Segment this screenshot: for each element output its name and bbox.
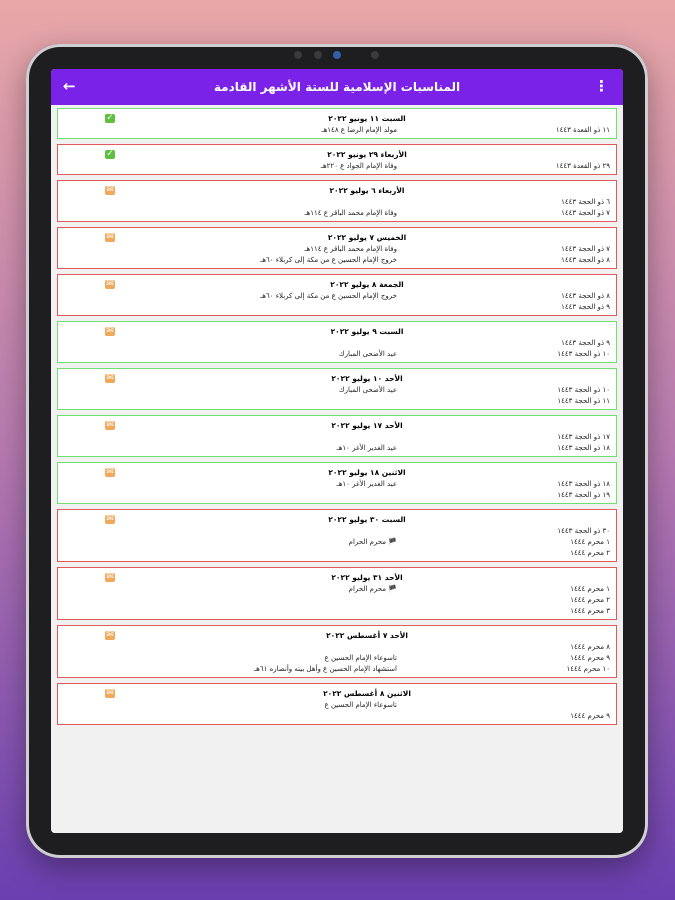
event-card[interactable] [57, 415, 617, 457]
event-name: وفاة الإمام محمد الباقر ع ١١٤هـ [304, 209, 397, 217]
event-name: تاسوعاء الإمام الحسين ع [324, 654, 397, 662]
event-name [397, 642, 542, 653]
hijri-date: ٩ ذو الحجة ١٤٤٣ [561, 339, 610, 347]
hijri-date: ٨ ذو الحجة ١٤٤٣ [561, 292, 610, 300]
front-camera [314, 51, 322, 59]
sensor-dot [371, 51, 379, 59]
event-name: عيد الغدير الأغر ١٠هـ [336, 444, 397, 452]
event-row [64, 291, 610, 302]
event-name [397, 432, 542, 443]
event-row [64, 700, 610, 711]
event-row [64, 537, 610, 548]
event-name: وفاة الإمام محمد الباقر ع ١١٤هـ [304, 245, 397, 253]
event-row [64, 490, 610, 501]
event-name: تاسوعاء الإمام الحسين ع [324, 701, 397, 709]
event-row [64, 302, 610, 313]
event-row [64, 606, 610, 617]
hijri-date: ٢ محرم ١٤٤٤ [570, 549, 610, 557]
event-name [397, 302, 542, 313]
tablet-frame [26, 44, 648, 858]
event-row [64, 244, 610, 255]
event-row [64, 385, 610, 396]
event-row [64, 208, 610, 219]
mail-icon: ✉ [106, 467, 114, 477]
page-title: المناسبات الإسلامية للستة الأشهر القادمة [213, 80, 461, 94]
hijri-date: ١٨ ذو الحجة ١٤٤٣ [557, 480, 610, 488]
event-date: السبت ٩ يوليو ٢٠٢٢ [330, 327, 404, 336]
app-bar [51, 69, 623, 105]
event-row [64, 349, 610, 360]
hijri-date: ٨ محرم ١٤٤٤ [570, 643, 610, 651]
event-date: السبت ١١ يونيو ٢٠٢٢ [328, 114, 406, 123]
event-card[interactable] [57, 625, 617, 678]
mail-icon: ✉ [106, 572, 114, 582]
event-date: الأربعاء ٦ يوليو ٢٠٢٢ [329, 186, 405, 195]
hijri-date: ٣ محرم ١٤٤٤ [570, 607, 610, 615]
event-row [64, 443, 610, 454]
event-date: الاثنين ٨ أغسطس ٢٠٢٢ [323, 689, 411, 698]
event-name [397, 606, 542, 617]
camera-lens [333, 51, 341, 59]
mail-icon: ✉ [106, 279, 114, 289]
hijri-date: ٣٠ ذو الحجة ١٤٤٣ [557, 527, 610, 535]
event-row [64, 479, 610, 490]
event-name [397, 595, 542, 606]
hijri-date: ٨ ذو الحجة ١٤٤٣ [561, 256, 610, 264]
mail-icon: ✉ [106, 630, 114, 640]
event-name: خروج الإمام الحسين ع من مكة إلى كربلاء ٦٠هـ [260, 292, 397, 300]
event-row [64, 642, 610, 653]
hijri-date: ١١ ذو الحجة ١٤٤٣ [557, 397, 610, 405]
event-name [397, 396, 542, 407]
event-card[interactable] [57, 567, 617, 620]
event-name [397, 548, 542, 559]
event-name: وفاة الإمام الجواد ع ٢٢٠هـ [320, 162, 397, 170]
mail-icon: ✉ [106, 373, 114, 383]
event-name: استشهاد الإمام الحسين ع وأهل بيته وأنصاره ٦١هـ [254, 665, 397, 673]
mail-icon: ✉ [106, 185, 114, 195]
event-name: مولد الإمام الرضا ع ١٤٨هـ [321, 126, 397, 134]
sensor-dot [294, 51, 302, 59]
event-name [397, 526, 542, 537]
event-row [64, 197, 610, 208]
event-card[interactable] [57, 462, 617, 504]
hijri-date: ٩ محرم ١٤٤٤ [570, 712, 610, 720]
event-card[interactable] [57, 683, 617, 725]
app-screen [51, 69, 623, 833]
event-name [397, 338, 542, 349]
event-card[interactable] [57, 509, 617, 562]
event-name: 🏴 محرم الحرام [348, 585, 397, 593]
event-row [64, 396, 610, 407]
event-row [64, 125, 610, 136]
hijri-date: ١١ ذو القعدة ١٤٤٣ [555, 126, 610, 134]
event-name [397, 490, 542, 501]
event-card[interactable] [57, 144, 617, 175]
event-date: الأحد ٣١ يوليو ٢٠٢٢ [331, 573, 403, 582]
hijri-date: ١٩ ذو الحجة ١٤٤٣ [557, 491, 610, 499]
event-row [64, 584, 610, 595]
hijri-date: ١٠ محرم ١٤٤٤ [566, 665, 610, 673]
hijri-date: ٩ ذو الحجة ١٤٤٣ [561, 303, 610, 311]
hijri-date: ١٨ ذو الحجة ١٤٤٣ [557, 444, 610, 452]
event-name [397, 711, 542, 722]
event-date: الأحد ١٧ يوليو ٢٠٢٢ [331, 421, 403, 430]
event-row [64, 653, 610, 664]
event-card[interactable] [57, 108, 617, 139]
hijri-date: ٢٩ ذو القعدة ١٤٤٣ [555, 162, 610, 170]
event-row [64, 161, 610, 172]
hijri-date [542, 700, 610, 711]
mail-icon: ✉ [106, 688, 114, 698]
event-name: خروج الإمام الحسين ع من مكة إلى كربلاء ٦٠هـ [260, 256, 397, 264]
event-card[interactable] [57, 368, 617, 410]
hijri-date: ١٠ ذو الحجة ١٤٤٣ [557, 386, 610, 394]
hijri-date: ٧ ذو الحجة ١٤٤٣ [561, 245, 610, 253]
event-row [64, 338, 610, 349]
event-date: السبت ٣٠ يوليو ٢٠٢٢ [328, 515, 406, 524]
event-row [64, 711, 610, 722]
event-card[interactable] [57, 274, 617, 316]
check-icon: ✓ [106, 149, 114, 159]
mail-icon: ✉ [106, 514, 114, 524]
event-card[interactable] [57, 321, 617, 363]
event-card[interactable] [57, 180, 617, 222]
event-name: عيد الأضحى المبارك [338, 350, 397, 358]
event-date: الاثنين ١٨ يوليو ٢٠٢٢ [328, 468, 406, 477]
event-name: 🏴 محرم الحرام [348, 538, 397, 546]
event-card[interactable] [57, 227, 617, 269]
events-list[interactable] [51, 105, 623, 833]
check-icon: ✓ [106, 113, 114, 123]
event-row [64, 432, 610, 443]
event-date: الأحد ١٠ يوليو ٢٠٢٢ [331, 374, 403, 383]
event-date: الأربعاء ٢٩ يونيو ٢٠٢٢ [327, 150, 407, 159]
hijri-date: ١٧ ذو الحجة ١٤٤٣ [557, 433, 610, 441]
arrow-left-icon[interactable]: ← [63, 77, 76, 95]
event-name: عيد الغدير الأغر ١٠هـ [336, 480, 397, 488]
event-name: عيد الأضحى المبارك [338, 386, 397, 394]
event-row [64, 664, 610, 675]
mail-icon: ✉ [106, 326, 114, 336]
event-row [64, 526, 610, 537]
hijri-date: ٩ محرم ١٤٤٤ [570, 654, 610, 662]
event-name [397, 197, 542, 208]
mail-icon: ✉ [106, 232, 114, 242]
event-row [64, 595, 610, 606]
hijri-date: ٢ محرم ١٤٤٤ [570, 596, 610, 604]
more-vert-icon[interactable]: ⋮ [594, 77, 609, 95]
event-date: الأحد ٧ أغسطس ٢٠٢٢ [326, 631, 408, 640]
hijri-date: ١٠ ذو الحجة ١٤٤٣ [557, 350, 610, 358]
event-row [64, 548, 610, 559]
hijri-date: ١ محرم ١٤٤٤ [570, 538, 610, 546]
event-date: الجمعة ٨ يوليو ٢٠٢٢ [330, 280, 404, 289]
hijri-date: ٧ ذو الحجة ١٤٤٣ [561, 209, 610, 217]
mail-icon: ✉ [106, 420, 114, 430]
event-row [64, 255, 610, 266]
hijri-date: ٦ ذو الحجة ١٤٤٣ [561, 198, 610, 206]
event-date: الخميس ٧ يوليو ٢٠٢٢ [327, 233, 407, 242]
hijri-date: ١ محرم ١٤٤٤ [570, 585, 610, 593]
